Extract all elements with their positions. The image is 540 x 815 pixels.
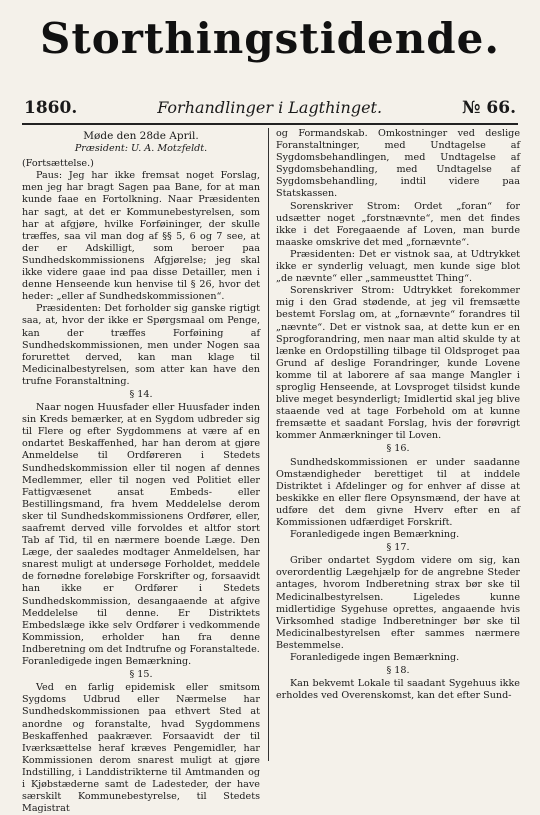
paragraph: Præsidenten: Det er vistnok saa, at Udtrykket ikke er synderlig veluagt, men kunde sige blot „de nævnte“ eller „sammeusttet Thing“. [276, 248, 520, 285]
masthead-title: Storthingstidende. [39, 14, 500, 63]
section-number: § 16. [386, 443, 410, 455]
issue-number: № 66. [462, 98, 516, 118]
section-title: Forhandlinger i Lagthinget. [157, 98, 383, 117]
subheader [24, 98, 516, 120]
paragraph: Sundhedskommissionen er under saadanne Omstændigheder berettiget til at inddele Distriktet i Afdelinger og for enhver af disse at beskikke en eller flere Opsynsmænd, der have at udføre det dem givne Hverv efter en af Kommissionen udfærdiget Forskrift. [276, 456, 520, 528]
issue-year: 1860. [24, 98, 78, 118]
section-number: § 18. [386, 665, 410, 677]
column-divider [268, 128, 269, 761]
section-number: § 17. [386, 542, 410, 554]
section-number: § 14. [129, 388, 153, 400]
continued-note: (Fortsættelse.) [22, 158, 94, 170]
remark: Foranledigede ingen Bemærkning. [22, 656, 192, 668]
header-rule [22, 123, 518, 125]
left-column [22, 128, 260, 815]
paragraph: Paus: Jeg har ikke fremsat noget Forslag, men jeg har bragt Sagen paa Bane, for at man kunde faae en Fortolkning. Naar Præsidenten har sagt, at det er Kommunebestyrelsen, som har at afgjøre, hvilke Forføininger, der skulle træffes, saa vil man dog af §§ 5, 6 og 7 see, at der er Adskilligt, som beroer paa Sundhedskommissionens Afgjørelse; jeg skal ikke videre gaae ind paa disse Detailler, men i denne Henseende kun henvise til § 26, hvor det heder: „eller af Sundhedskommissionen“. [22, 170, 260, 303]
paragraph: Griber ondartet Sygdom videre om sig, kan overordentlig Lægehjælp for de angrebne Steder antages, hvorom Indberetning strax bør ske til Medicinalbestyrelsen. Ligeledes kunne midlertidige Sygehuse oprettes, angaaende hvis Virksomhed stadige Indberetninger bør ske til Medicinalbestyrelsen efter sammes nærmere Bestemmelse. [276, 555, 520, 651]
paragraph: og Formandskab. Omkostninger ved deslige Foranstaltninger, med Undtagelse af Sygdomsbehandlingen, med Undtagelse af Sygdomsbehandling, med Undtagelse af Sygdomsbehandling, indtil videre paa Statskassen. [276, 128, 520, 200]
paragraph: Præsidenten: Det forholder sig ganske rigtigt saa, at, hvor der ikke er Spørgsmaal om Penge, kan der træffes Forføining af Sundhedskommissionen, men under Nogen saa forurettet derved, kan man klage til Medicinalbestyrelsen, som atter kan have den trufne Foranstaltning. [22, 303, 260, 387]
paragraph: Sorenskriver Strom: Udtrykket forekommer mig i den Grad stødende, at jeg vil fremsætte bestemt Forslag om, at „fornævnte“ forandres til „nævnte“. Det er vistnok saa, at dette kun er en Sprogforandring, men naar man altid skulde ty at lænke en Ordopstilling tilbage til Oldsproget paa Grund af deslige Forandringer, kunde Lovene komme til at laborere af saa mange Mangler i sproglig Henseende, at Lovsproget tilsidst kunde blive meget besynderligt; Imidlertid skal jeg blive staaende ved at tage Forbehold om at kunne fremsætte et saadant Forslag, hvis der forøvrigt kommer Anmærkninger til Loven. [276, 285, 520, 442]
paragraph: Kan bekvemt Lokale til saadant Sygehuus ikke erholdes ved Overenskomst, kan det efter Sund- [276, 678, 520, 702]
remark: Foranledigede ingen Bemærkning. [290, 652, 460, 664]
paragraph: Naar nogen Huusfader eller Huusfader inden sin Kreds bemærker, at en Sygdom udbreder sig til Flere og efter Sygdommens at være af en ondartet Beskaffenhed, har han derom at gjøre Anmeldelse til Ordføreren i Stedets Sundhedskommission eller til nogen af dennes Medlemmer, eller til nogen ved Politiet eller Fattigvæsenet ansat Embeds- eller Bestillingsmand, fra hvem Meddelelse derom sker til Sundhedskommissionens Ordfører, eller, saafremt derved ville forvoldes et altfor stort Tab af Tid, til en nærmere boende Læge. Den Læge, der saaledes modtager Anmeldelsen, har snarest muligt at undersøge Forholdet, meddele de fornødne foreløbige Forskrifter og, forsaavidt han ikke er Ordfører i Stedets Sundhedskommission, desangaaende at afgive Meddelelse til denne. Er Distriktets Embedslæge ikke selv Ordfører i vedkommende Kommission, erholder han fra denne Indberetning om det Indtrufne og Foranstaltede. [22, 402, 260, 655]
meeting-heading: Møde den 28de April. [83, 130, 199, 142]
right-column [276, 128, 520, 763]
remark: Foranledigede ingen Bemærkning. [290, 529, 460, 541]
paragraph: Ved en farlig epidemisk eller smitsom Sygdoms Udbrud eller Nærmelse har Sundhedskommissionen paa ethvert Sted at anordne og foranstalte, hvad Sygdommens Beskaffenhed paakræver. Forsaavidt der til Iværksættelse heraf kræves Pengemidler, har Kommissionen derom snarest muligt at gjøre Indstilling, i Landdistrikterne til Amtmanden og i Kjøbstæderne samt de Ladesteder, der have særskilt Kommunebestyrelse, til Stedets Magistrat [22, 682, 260, 815]
paragraph: Sorenskriver Strom: Ordet „foran“ for udsætter noget „forstnævnte“, men det findes ikke i det Foregaaende af Loven, man burde maaske omskrive det med „fornævnte“. [276, 200, 520, 248]
president-line: Præsident: U. A. Motzfeldt. [74, 143, 208, 155]
section-number: § 15. [129, 669, 153, 681]
